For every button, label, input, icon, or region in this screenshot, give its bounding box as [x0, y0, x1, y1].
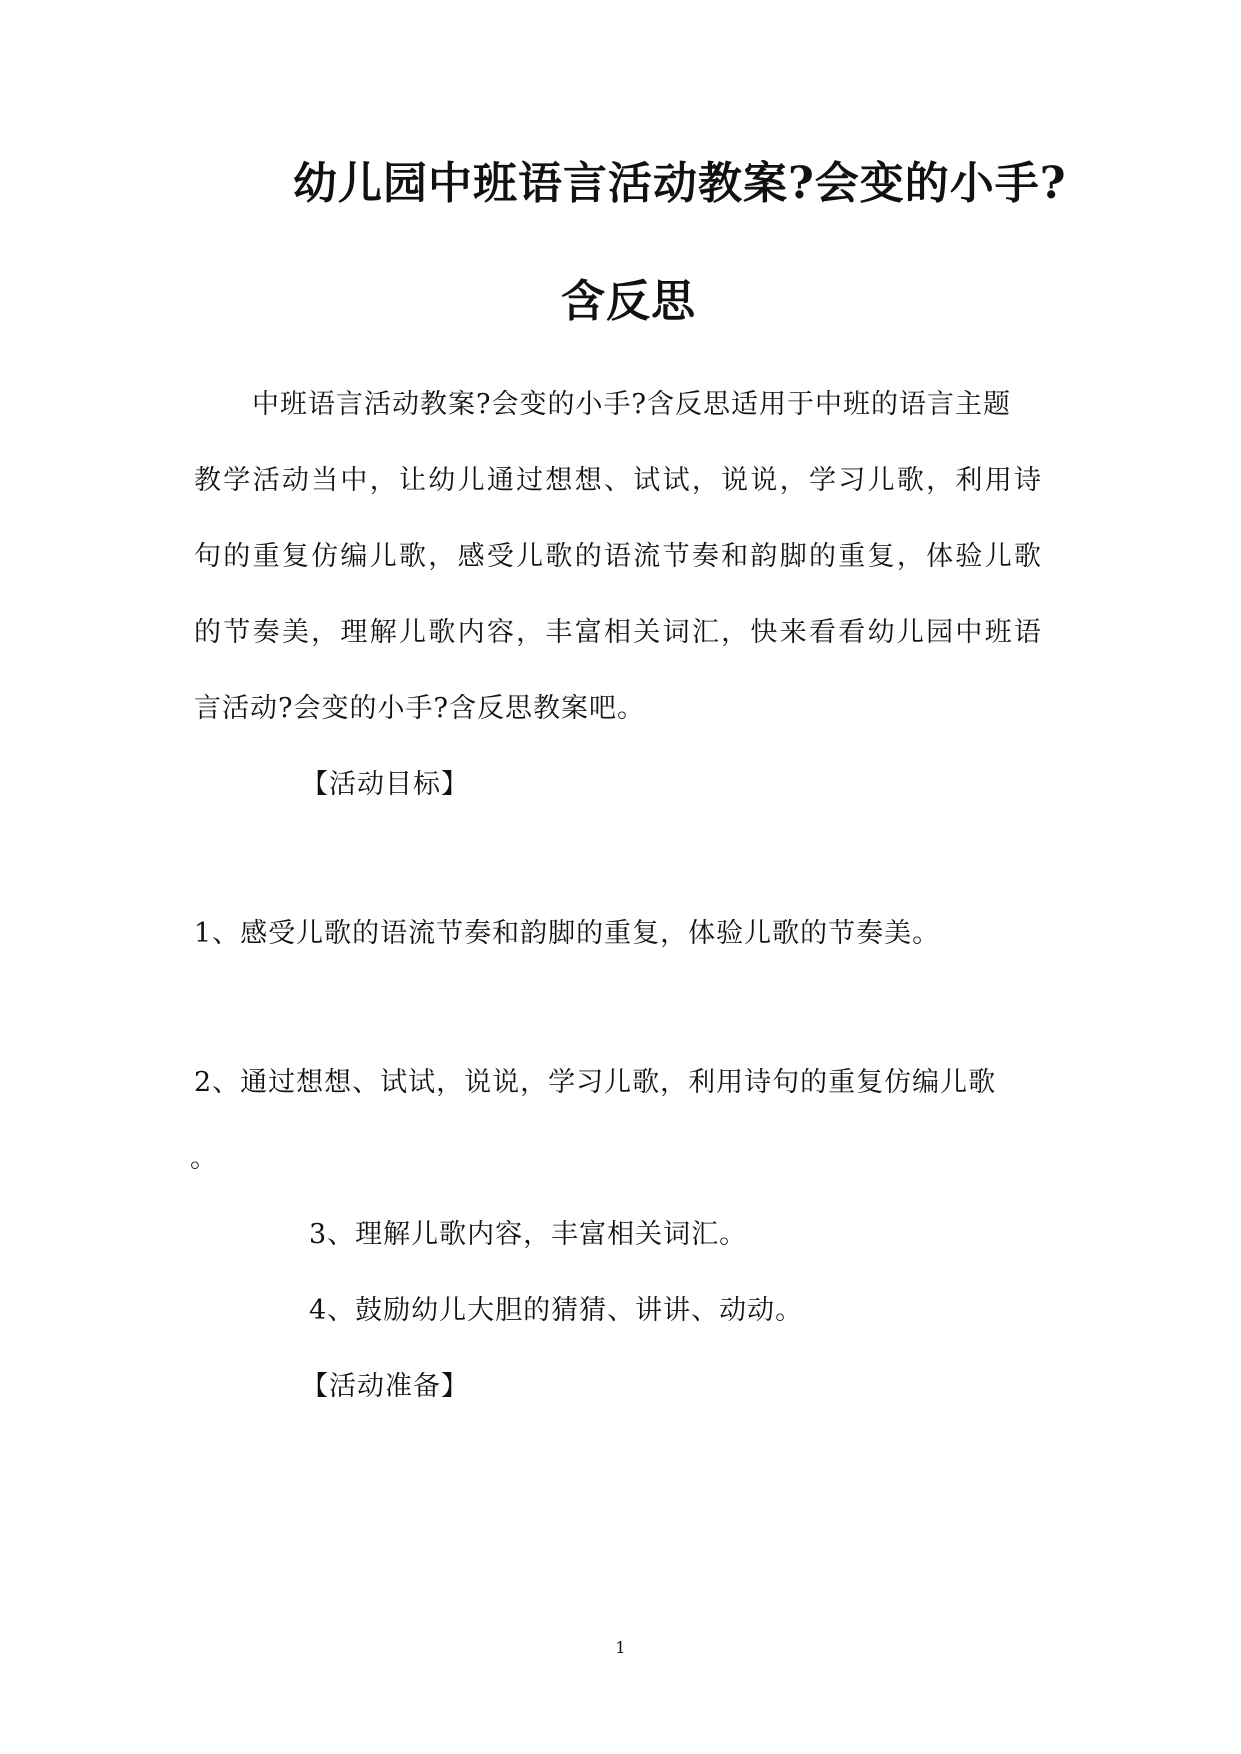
intro-paragraph-line-2: 教学活动当中，让幼儿通过想想、试试，说说，学习儿歌，利用诗 — [194, 465, 1042, 496]
goal-item-2-line-1: 2、通过想想、试试，说说，学习儿歌，利用诗句的重复仿编儿歌 — [194, 1067, 997, 1098]
page-number: 1 — [615, 1638, 626, 1657]
document-title-line-1: 幼儿园中班语言活动教案?会变的小手? — [293, 158, 1067, 209]
intro-paragraph-line-3: 句的重复仿编儿歌，感受儿歌的语流节奏和韵脚的重复，体验儿歌 — [194, 541, 1042, 572]
section-heading-preparation: 【活动准备】 — [301, 1371, 469, 1402]
section-heading-goals: 【活动目标】 — [301, 769, 469, 800]
goal-item-1: 1、感受儿歌的语流节奏和韵脚的重复，体验儿歌的节奏美。 — [194, 918, 941, 949]
intro-paragraph-line-1: 中班语言活动教案?会变的小手?含反思适用于中班的语言主题 — [252, 389, 1011, 420]
goal-item-4: 4、鼓励幼儿大胆的猜猜、讲讲、动动。 — [309, 1295, 804, 1326]
goal-item-2-line-2: 。 — [190, 1143, 218, 1174]
document-title-line-2: 含反思 — [561, 276, 696, 327]
intro-paragraph-line-5: 言活动?会变的小手?含反思教案吧。 — [194, 693, 645, 724]
goal-item-3: 3、理解儿歌内容，丰富相关词汇。 — [309, 1219, 748, 1250]
intro-paragraph-line-4: 的节奏美，理解儿歌内容，丰富相关词汇，快来看看幼儿园中班语 — [194, 617, 1042, 648]
